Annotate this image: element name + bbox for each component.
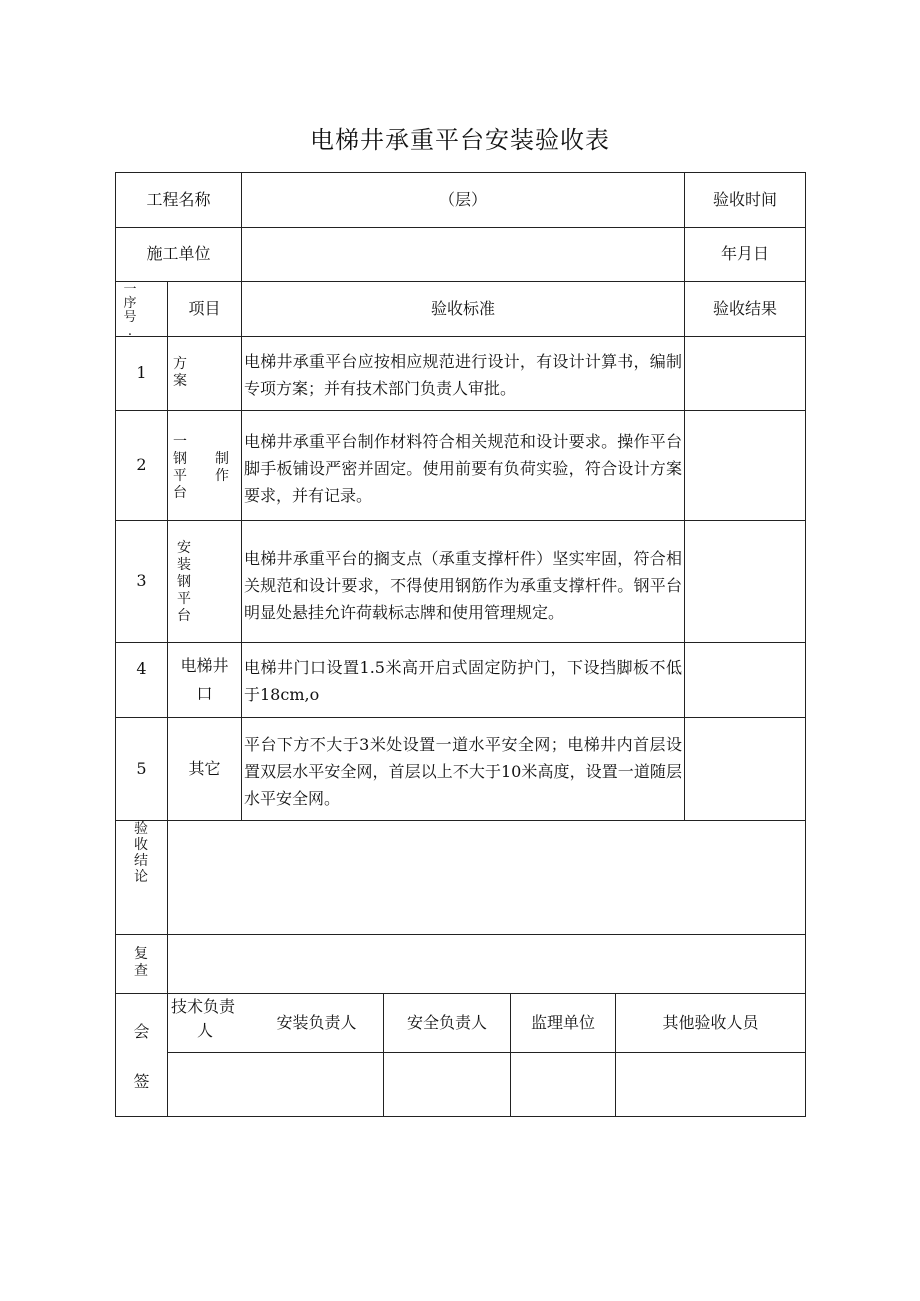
row-4-standard: 电梯井门口设置1.5米高开启式固定防护门，下设挡脚板不低于18cm,o xyxy=(244,658,682,704)
result-header: 验收结果 xyxy=(712,298,777,318)
page-title: 电梯井承重平台安装验收表 xyxy=(310,126,610,154)
row-3-result[interactable] xyxy=(685,521,805,642)
other-inspectors-label: 其他验收人员 xyxy=(662,1012,759,1032)
accept-time-label: 验收时间 xyxy=(712,189,777,209)
row-2-result[interactable] xyxy=(685,411,805,520)
conclusion-label: 验 收 结 论 xyxy=(134,821,148,885)
date-value: 年月日 xyxy=(720,244,769,264)
row-1-standard: 电梯井承重平台应按相应规范进行设计，有设计计算书，编制专项方案；并有技术部门负责人审批。 xyxy=(244,352,682,398)
others-sign-field[interactable] xyxy=(616,1053,805,1116)
row-5-standard: 平台下方不大于3米处设置一道水平安全网；电梯井内首层设置双层水平安全网，首层以上不大于10米高度，设置一道随层水平安全网。 xyxy=(244,735,682,808)
supervision-sign-field[interactable] xyxy=(511,1053,615,1116)
row-2-standard: 电梯井承重平台制作材料符合相关规范和设计要求。操作平台脚手板铺设严密并固定。使用前要有负荷实验，符合设计方案要求，并有记录。 xyxy=(244,432,682,505)
row-2-item-right: 制 作 xyxy=(215,451,229,484)
row-3-item: 安 装 钢 平 台 xyxy=(177,540,191,624)
supervision-label: 监理单位 xyxy=(530,1012,595,1032)
row-4-result[interactable] xyxy=(685,643,805,717)
safety-sign-field[interactable] xyxy=(384,1053,510,1116)
tech-lead-label: 技术负责 人 xyxy=(171,997,236,1040)
conclusion-field[interactable] xyxy=(168,821,805,934)
row-1-no: 1 xyxy=(136,363,147,383)
row-2-no: 2 xyxy=(136,455,147,475)
standard-header: 验收标准 xyxy=(430,298,495,318)
row-2-item-left: 一 钢 平 台 xyxy=(173,434,187,501)
row-5-item: 其它 xyxy=(188,758,221,778)
row-5-no: 5 xyxy=(136,758,147,778)
review-label: 复 查 xyxy=(134,946,148,979)
row-1-item: 方 案 xyxy=(173,356,187,389)
row-4-item: 电梯井 口 xyxy=(180,656,229,703)
item-header: 项目 xyxy=(188,298,221,318)
row-1-result[interactable] xyxy=(685,337,805,410)
row-4-no: 4 xyxy=(136,658,147,678)
signoff-label-top: 会 xyxy=(133,1021,150,1041)
signoff-label-bottom: 签 xyxy=(133,1071,150,1091)
safety-lead-label: 安全负责人 xyxy=(406,1012,487,1032)
row-5-result[interactable] xyxy=(685,718,805,820)
floor-value: （层） xyxy=(438,189,487,209)
row-3-standard: 电梯井承重平台的搁支点（承重支撑杆件）坚实牢固，符合相关规范和设计要求，不得使用钢筋作为承重支撑杆件。钢平台明显处悬挂允许荷载标志牌和使用管理规定。 xyxy=(244,549,682,622)
constructor-value[interactable] xyxy=(242,228,684,281)
row-3-no: 3 xyxy=(136,571,147,591)
seq-label: 一 序号 . xyxy=(123,282,137,339)
constructor-label: 施工单位 xyxy=(146,244,211,264)
review-field[interactable] xyxy=(168,935,805,993)
project-name-label: 工程名称 xyxy=(146,189,211,209)
tech-install-sign-field[interactable] xyxy=(168,1053,383,1116)
install-lead-label: 安装负责人 xyxy=(276,1012,357,1032)
